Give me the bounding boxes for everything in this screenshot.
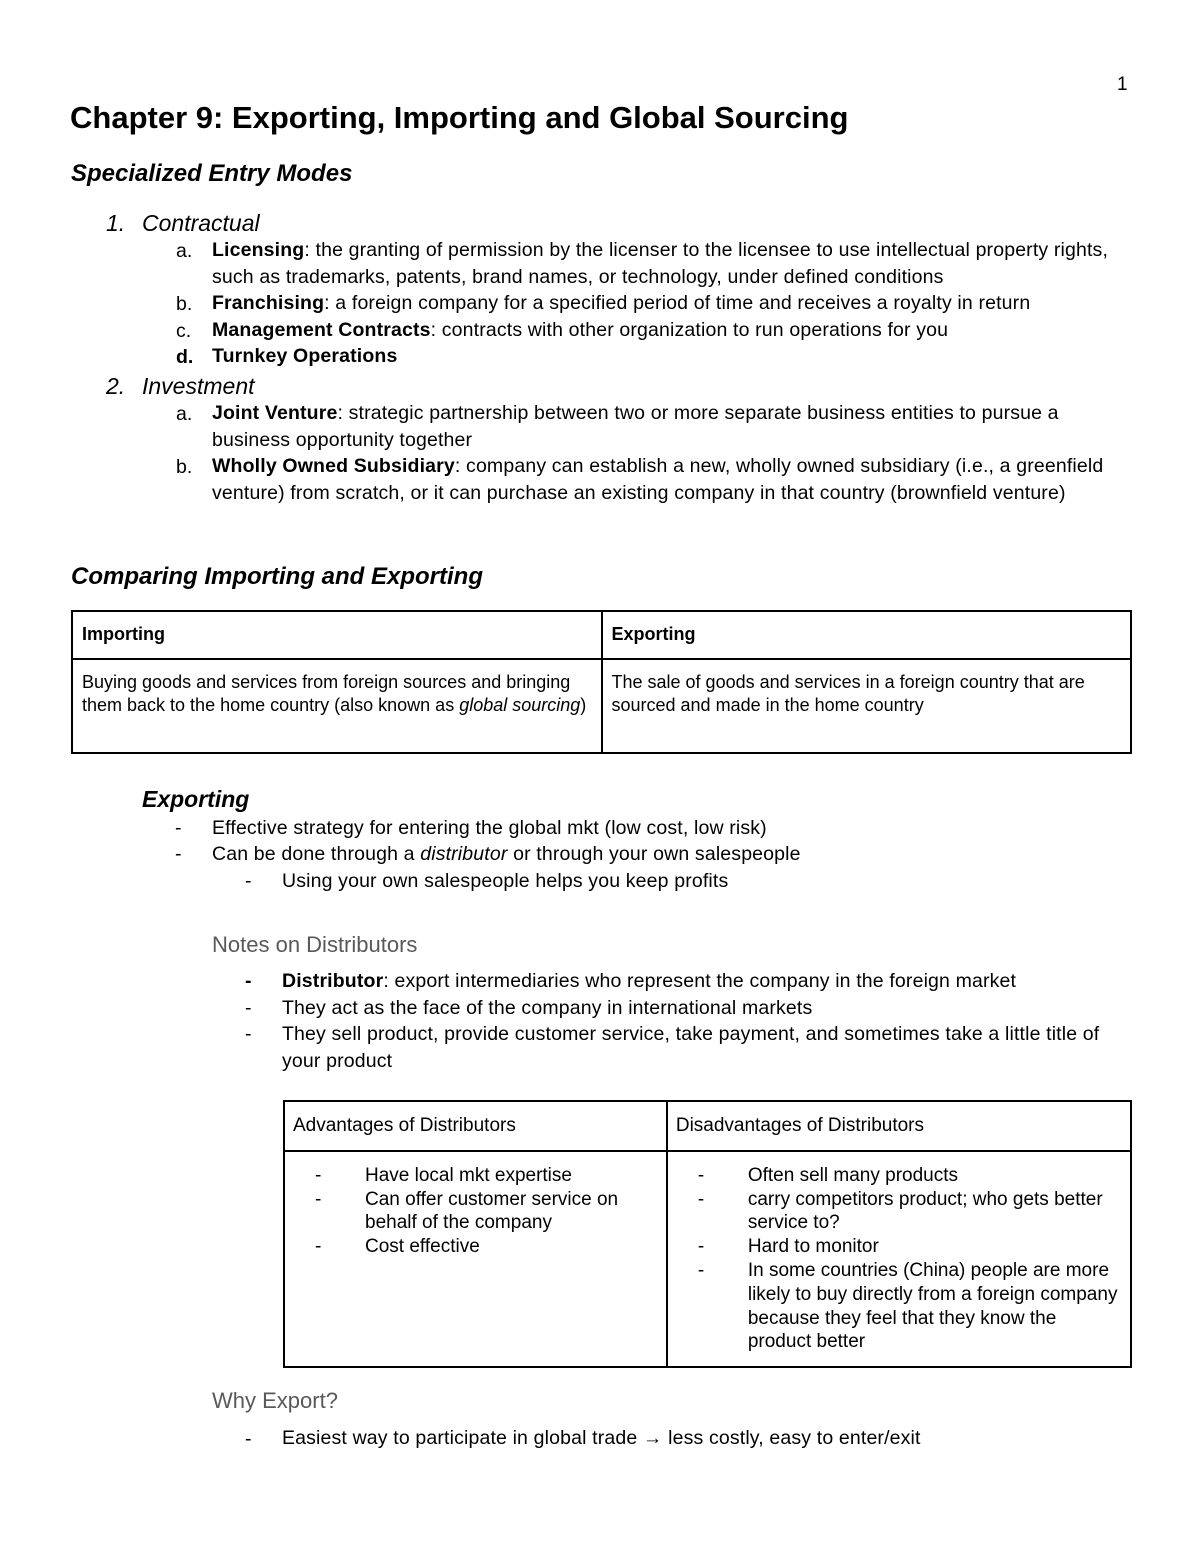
item-letter: a.: [176, 403, 193, 425]
advantages-header: Advantages of Distributors: [284, 1101, 667, 1151]
distributor-definition: [282, 968, 1016, 995]
list-item: - In some countries (China) people are more likely to buy directly from a foreign company because they feel that they know the product better: [697, 1259, 1118, 1353]
exporting-bullet-3: Using your own salespeople helps you keep profits: [282, 870, 729, 892]
bullet-2-post: or through your own salespeople: [507, 843, 801, 865]
subsidiary-item: [212, 453, 1132, 506]
joint-venture-item: [212, 400, 1142, 453]
item-letter: d.: [176, 346, 194, 368]
advantages-cell: [284, 1151, 667, 1367]
distributors-heading: Notes on Distributors: [212, 932, 418, 957]
bullet-dash: -: [245, 970, 252, 992]
page-title: Chapter 9: Exporting, Importing and Global Sourcing: [70, 100, 849, 135]
disadvantage-text: Often sell many products: [747, 1164, 958, 1186]
list-item: - carry competitors product; who gets better service to?: [697, 1188, 1103, 1234]
item-letter: a.: [176, 240, 193, 262]
joint-venture-term: Joint Venture: [212, 402, 338, 424]
importing-cell: [72, 659, 602, 753]
bullet-dash: -: [245, 997, 252, 1019]
item-letter: b.: [176, 293, 193, 315]
why-export-bullet: Easiest way to participate in global trade → less costly, easy to enter/exit: [282, 1427, 921, 1449]
subsidiary-text: : company can establish a new, wholly owned subsidiary (i.e., a greenfield venture) from scratch, or it can purchase an existing company in that country (brownfield venture): [212, 455, 1104, 504]
bullet-dash: -: [175, 817, 182, 839]
management-text: : contracts with other organization to run operations for you: [430, 319, 949, 341]
why-export-heading: Why Export?: [212, 1388, 338, 1413]
specialized-heading: Specialized Entry Modes: [71, 160, 353, 187]
list-item: - Have local mkt expertise: [315, 1164, 572, 1186]
contractual-number: 1.: [106, 210, 126, 236]
list-item: - Hard to monitor: [697, 1236, 879, 1258]
exporting-header: Exporting: [602, 611, 1132, 659]
list-item: - Often sell many products: [697, 1164, 958, 1186]
importing-close: ): [580, 694, 587, 715]
investment-label: Investment: [142, 373, 255, 399]
importing-definition: Buying goods and services from foreign sources and bringing them back to the home country (also known as: [82, 672, 571, 715]
subsidiary-term: Wholly Owned Subsidiary: [212, 455, 455, 477]
global-sourcing-term: global sourcing: [459, 694, 581, 715]
bullet-dash: -: [245, 1023, 252, 1045]
distributor-bullet-2: They act as the face of the company in international markets: [282, 997, 813, 1019]
comparing-heading: Comparing Importing and Exporting: [71, 563, 483, 590]
distributor-definition-text: : export intermediaries who represent the company in the foreign market: [383, 970, 1017, 992]
exporting-heading: Exporting: [142, 786, 250, 812]
distributors-table: [283, 1100, 1132, 1368]
exporting-bullet-1: Effective strategy for entering the global mkt (low cost, low risk): [212, 817, 767, 839]
turnkey-item: [212, 343, 1142, 370]
advantage-text: Can offer customer service on behalf of the company: [365, 1188, 619, 1234]
disadvantage-text: carry competitors product; who gets better service to?: [747, 1188, 1103, 1234]
contractual-label: Contractual: [142, 210, 260, 236]
distributor-bullet-3: They sell product, provide customer service, take payment, and sometimes take a little title of your product: [282, 1023, 1100, 1072]
joint-venture-text: : strategic partnership between two or more separate business entities to pursue a business opportunity together: [212, 402, 1059, 451]
advantage-text: Have local mkt expertise: [365, 1164, 572, 1186]
disadvantages-cell: [667, 1151, 1131, 1367]
investment-number: 2.: [106, 373, 126, 399]
franchising-term: Franchising: [212, 292, 325, 314]
list-item: - Cost effective: [315, 1236, 480, 1258]
advantage-text: Cost effective: [365, 1236, 480, 1258]
licensing-term: Licensing: [212, 239, 305, 261]
turnkey-term: Turnkey Operations: [212, 345, 398, 367]
franchising-text: : a foreign company for a specified period of time and receives a royalty in return: [324, 292, 1031, 314]
page-number: 1: [1117, 74, 1128, 95]
import-export-table: [71, 610, 1132, 754]
item-letter: b.: [176, 456, 193, 478]
disadvantage-text: In some countries (China) people are more likely to buy directly from a foreign company because they feel that they know the product better: [747, 1259, 1118, 1353]
item-letter: c.: [176, 320, 192, 342]
bullet-dash: -: [245, 1428, 252, 1450]
bullet-dash: -: [245, 870, 252, 892]
bullet-dash: -: [175, 843, 182, 865]
disadvantages-header: Disadvantages of Distributors: [667, 1101, 1131, 1151]
licensing-text: : the granting of permission by the licenser to the licensee to use intellectual property rights, such as trademarks, patents, brand names, or technology, under defined conditions: [212, 239, 1109, 288]
list-item: - Can offer customer service on behalf of the company: [315, 1188, 619, 1234]
exporting-bullet-2: [212, 841, 801, 868]
exporting-cell: The sale of goods and services in a foreign country that are sourced and made in the home country: [602, 659, 1132, 753]
distributor-term: distributor: [420, 843, 508, 865]
management-term: Management Contracts: [212, 319, 431, 341]
licensing-item: [212, 237, 1142, 290]
bullet-2-pre: Can be done through a: [212, 843, 421, 865]
disadvantage-text: Hard to monitor: [747, 1236, 879, 1258]
importing-header: Importing: [72, 611, 602, 659]
franchising-item: [212, 290, 1142, 317]
distributor-bold-term: Distributor: [282, 970, 384, 992]
management-item: [212, 317, 1142, 344]
